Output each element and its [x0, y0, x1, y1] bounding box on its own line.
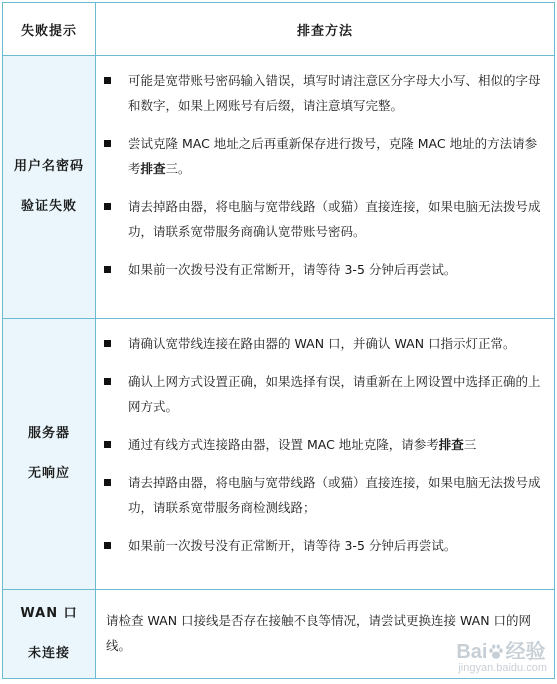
- list-item-text: 如果前一次拨号没有正常断开，请等待 3-5 分钟后再尝试。: [128, 538, 457, 553]
- square-bullet-icon: [104, 77, 111, 84]
- square-bullet-icon: [104, 140, 111, 147]
- list-item: [104, 533, 547, 558]
- square-bullet-icon: [104, 266, 111, 273]
- list-item: [104, 331, 547, 356]
- list-item-text: 请确认宽带线连接在路由器的 WAN 口，并确认 WAN 口指示灯正常。: [128, 336, 516, 351]
- square-bullet-icon: [104, 340, 111, 347]
- list-item-bold-ref: 排查: [140, 161, 166, 176]
- list-item: [104, 432, 547, 457]
- header-troubleshooting-method: 排查方法: [96, 3, 555, 56]
- square-bullet-icon: [104, 542, 111, 549]
- list-item-text: 确认上网方式设置正确，如果选择有误，请重新在上网设置中选择正确的上网方式。: [128, 374, 541, 414]
- list-item-text: 如果前一次拨号没有正常断开，请等待 3-5 分钟后再尝试。: [128, 262, 457, 277]
- square-bullet-icon: [104, 479, 111, 486]
- watermark-brand-right: 经验: [505, 641, 546, 663]
- list-item-text: 三: [463, 437, 477, 452]
- row-paragraph: 请检查 WAN 口接线是否存在接触不良等情况，请尝试更换连接 WAN 口的网线。: [106, 613, 532, 653]
- list-item-text: 尝试克隆 MAC 地址之后再重新保存进行拨号，克隆 MAC 地址的方法请参考: [128, 136, 538, 176]
- square-bullet-icon: [104, 378, 111, 385]
- row-label-line: 服务器: [27, 426, 70, 441]
- table-header-row: [3, 3, 555, 56]
- row-label-line: 用户名密码: [13, 159, 84, 174]
- row-content: [96, 319, 555, 590]
- row-label-server-no-response: [3, 319, 96, 590]
- baidu-jingyan-watermark: [456, 642, 547, 674]
- list-item: [104, 369, 547, 419]
- row-label-auth-failed: [3, 56, 96, 319]
- bullet-list: [96, 319, 554, 570]
- troubleshooting-table: [2, 2, 555, 679]
- row-content: [96, 56, 555, 319]
- table-row: [3, 56, 555, 319]
- row-label-line: WAN 口: [20, 606, 78, 621]
- square-bullet-icon: [104, 203, 111, 210]
- bullet-list: [96, 56, 554, 294]
- watermark-brand-left: Bai: [456, 641, 488, 663]
- row-label-wan-disconnected: [3, 590, 96, 679]
- watermark-url: jingyan.baidu.com: [458, 662, 547, 674]
- table-row: [3, 319, 555, 590]
- list-item: [104, 131, 547, 181]
- list-item: [104, 68, 547, 118]
- row-label-line: 未连接: [27, 646, 70, 661]
- row-label-line: 无响应: [27, 466, 70, 481]
- list-item-text: 通过有线方式连接路由器，设置 MAC 地址克隆，请参考: [128, 437, 439, 452]
- list-item-bold-ref: 排查: [438, 437, 464, 452]
- list-item-text: 三。: [165, 161, 191, 176]
- list-item-text: 可能是宽带账号密码输入错误，填写时请注意区分字母大小写、相似的字母和数字，如果上网账号有后缀，请注意填写完整。: [128, 73, 541, 113]
- list-item-text: 请去掉路由器，将电脑与宽带线路（或猫）直接连接，如果电脑无法拨号成功，请联系宽带服务商确认宽带账号密码。: [128, 199, 541, 239]
- list-item: [104, 257, 547, 282]
- square-bullet-icon: [104, 441, 111, 448]
- header-failure-prompt: 失败提示: [3, 3, 96, 56]
- row-label-line: 验证失败: [20, 199, 77, 214]
- list-item-text: 请去掉路由器，将电脑与宽带线路（或猫）直接连接，如果电脑无法拨号成功，请联系宽带服务商检测线路；: [128, 475, 541, 515]
- list-item: [104, 194, 547, 244]
- list-item: [104, 470, 547, 520]
- paw-icon: [487, 643, 505, 661]
